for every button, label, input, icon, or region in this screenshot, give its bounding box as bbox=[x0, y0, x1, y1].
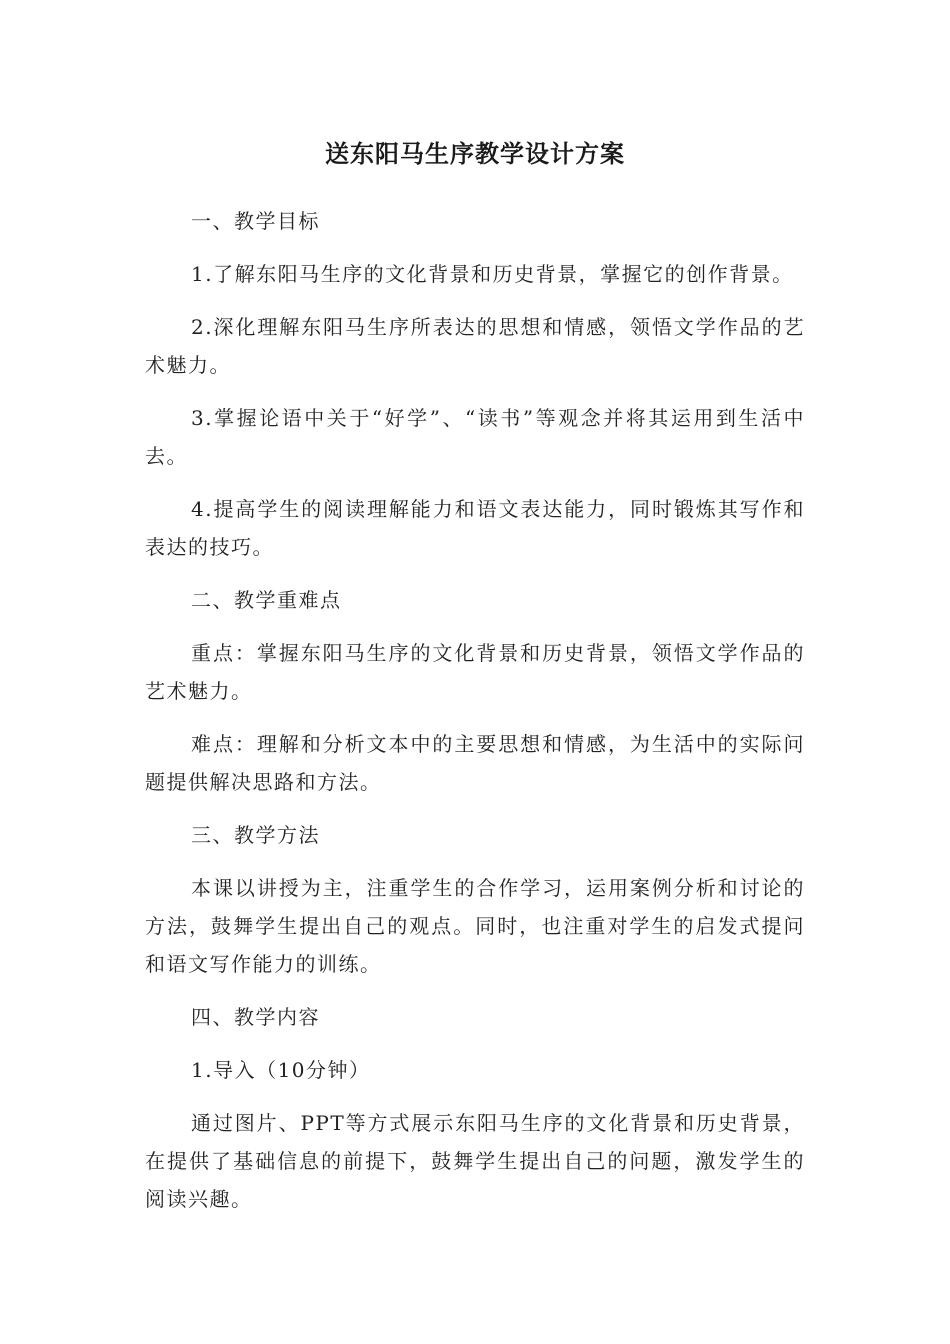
objective-item-1: 1.了解东阳马生序的文化背景和历史背景，掌握它的创作背景。 bbox=[191, 262, 794, 286]
key-point-paragraph: 重点：掌握东阳马生序的文化背景和历史背景，领悟文学作品的艺术魅力。 bbox=[145, 641, 805, 703]
section-heading-key-points: 二、教学重难点 bbox=[191, 588, 342, 612]
document-body bbox=[145, 202, 805, 1233]
objective-item-2: 2.深化理解东阳马生序所表达的思想和情感，领悟文学作品的艺术魅力。 bbox=[145, 315, 805, 377]
methods-paragraph: 本课以讲授为主，注重学生的合作学习，运用案例分析和讨论的方法，鼓舞学生提出自己的观点。同时，也注重对学生的启发式提问和语文写作能力的训练。 bbox=[145, 876, 805, 976]
objective-item-4: 4.提高学生的阅读理解能力和语文表达能力，同时锻炼其写作和表达的技巧。 bbox=[145, 497, 805, 559]
section-heading-content: 四、教学内容 bbox=[191, 1005, 320, 1029]
content-step-1-heading: 1.导入（10分钟） bbox=[191, 1058, 371, 1082]
section-heading-methods: 三、教学方法 bbox=[191, 823, 320, 847]
section-heading-objectives: 一、教学目标 bbox=[191, 209, 320, 233]
content-step-1-paragraph: 通过图片、PPT等方式展示东阳马生序的文化背景和历史背景，在提供了基础信息的前提下，鼓舞学生提出自己的问题，激发学生的阅读兴趣。 bbox=[145, 1111, 805, 1211]
difficult-point-paragraph: 难点：理解和分析文本中的主要思想和情感，为生活中的实际问题提供解决思路和方法。 bbox=[145, 732, 805, 794]
objective-item-3: 3.掌握论语中关于“好学”、“读书”等观念并将其运用到生活中去。 bbox=[145, 406, 805, 468]
document-title: 送东阳马生序教学设计方案 bbox=[325, 140, 625, 168]
